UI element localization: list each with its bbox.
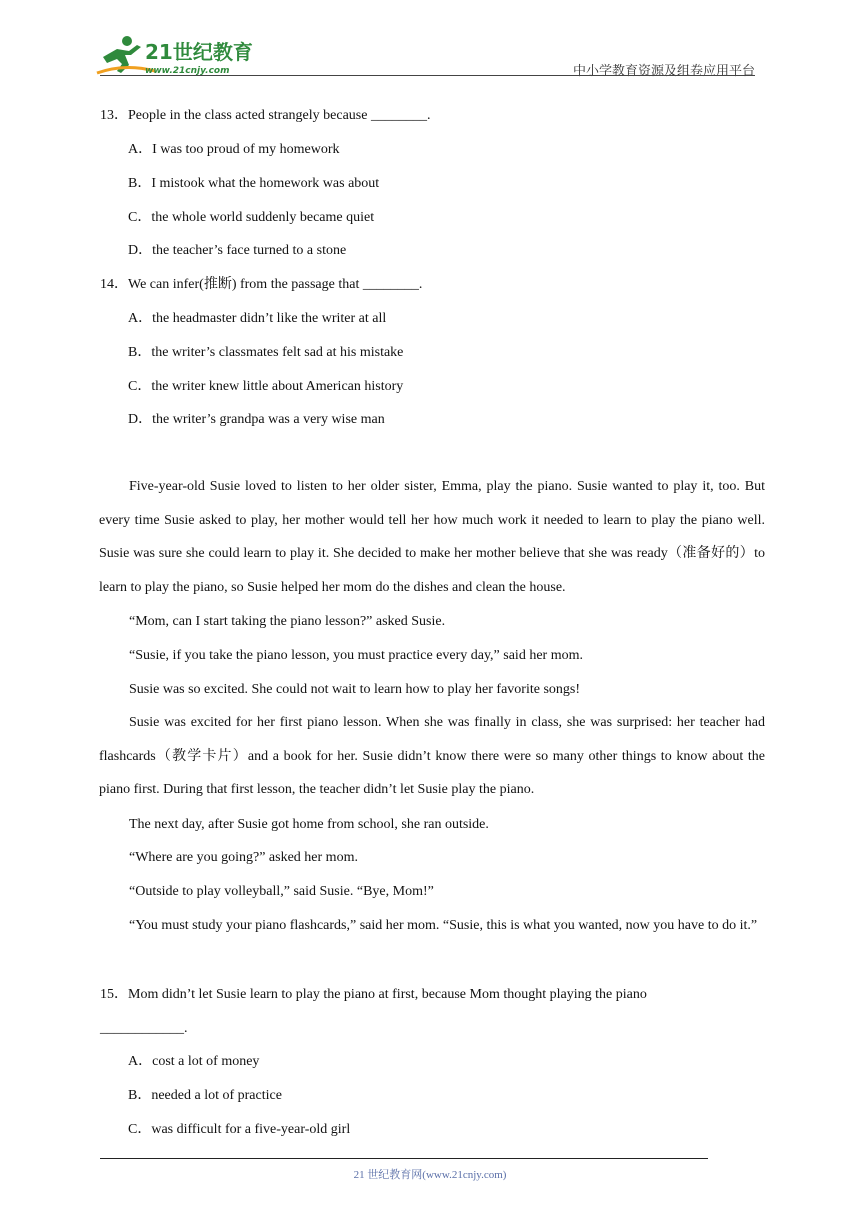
question-15-option-b: B．needed a lot of practice xyxy=(128,1088,282,1103)
question-15-stem-line-2: ____________. xyxy=(100,1021,188,1036)
footer-site-text: 21 世纪教育网(www.21cnjy.com) xyxy=(353,1169,507,1181)
question-15-option-c: C．was difficult for a five-year-old girl xyxy=(128,1122,351,1137)
passage-paragraph-2: “Mom, can I start taking the piano lesson?” asked Susie. xyxy=(129,614,446,629)
question-14-stem: 14．We can infer(推断) from the passage that ________. xyxy=(100,277,423,292)
question-13-option-a: A．I was too proud of my homework xyxy=(128,142,340,157)
question-14-option-d: D．the writer’s grandpa was a very wise man xyxy=(128,412,385,427)
header-platform-text: 中小学教育资源及组卷应用平台 xyxy=(572,64,755,79)
question-13-option-d: D．the teacher’s face turned to a stone xyxy=(128,243,347,258)
site-logo xyxy=(95,33,260,77)
passage-paragraph-9: “You must study your piano flashcards,” said her mom. “Susie, this is what you wanted, now you have to do it.” xyxy=(129,918,758,933)
question-14-option-b: B．the writer’s classmates felt sad at his mistake xyxy=(128,345,404,360)
question-15-stem-line-1: 15．Mom didn’t let Susie learn to play the piano at first, because Mom thought playing the piano xyxy=(100,987,647,1002)
header-divider xyxy=(100,75,755,76)
logo-url-text: www.21cnjy.com xyxy=(145,66,230,76)
question-13-option-b: B．I mistook what the homework was about xyxy=(128,176,380,191)
passage-paragraph-6: The next day, after Susie got home from school, she ran outside. xyxy=(129,817,489,832)
passage-paragraph-8: “Outside to play volleyball,” said Susie. “Bye, Mom!” xyxy=(129,884,434,899)
question-15-option-a: A．cost a lot of money xyxy=(128,1054,260,1069)
passage-paragraph-1: Five-year-old Susie loved to listen to her older sister, Emma, play the piano. Susie wanted to play it, too. But every time Susie asked to play, her mother would tell her how much work it needed to learn to play the piano well. Susie was sure she could learn to play it. She decided to make her mother believe that she was ready（准备好的）to learn to play the piano, so Susie helped her mom do the dishes and clean the house. xyxy=(99,479,765,596)
footer-divider xyxy=(100,1158,708,1159)
question-14-option-c: C．the writer knew little about American history xyxy=(128,379,404,394)
question-13-option-c: C．the whole world suddenly became quiet xyxy=(128,210,375,225)
passage-paragraph-7: “Where are you going?” asked her mom. xyxy=(129,850,358,865)
logo-main-text: 21世纪教育 xyxy=(145,40,253,64)
passage-paragraph-4: Susie was so excited. She could not wait to learn how to play her favorite songs! xyxy=(129,682,581,697)
question-13-stem: 13．People in the class acted strangely because ________. xyxy=(100,108,431,123)
runner-logo-icon xyxy=(95,33,260,77)
passage-paragraph-3: “Susie, if you take the piano lesson, you must practice every day,” said her mom. xyxy=(129,648,583,663)
passage-paragraph-5: Susie was excited for her first piano lesson. When she was finally in class, she was surprised: her teacher had flashcards（教学卡片）and a book for her. Susie didn’t know there were so many other things to know about the piano first. During that first lesson, the teacher didn’t let Susie play the piano. xyxy=(99,715,765,798)
question-14-option-a: A．the headmaster didn’t like the writer at all xyxy=(128,311,387,326)
